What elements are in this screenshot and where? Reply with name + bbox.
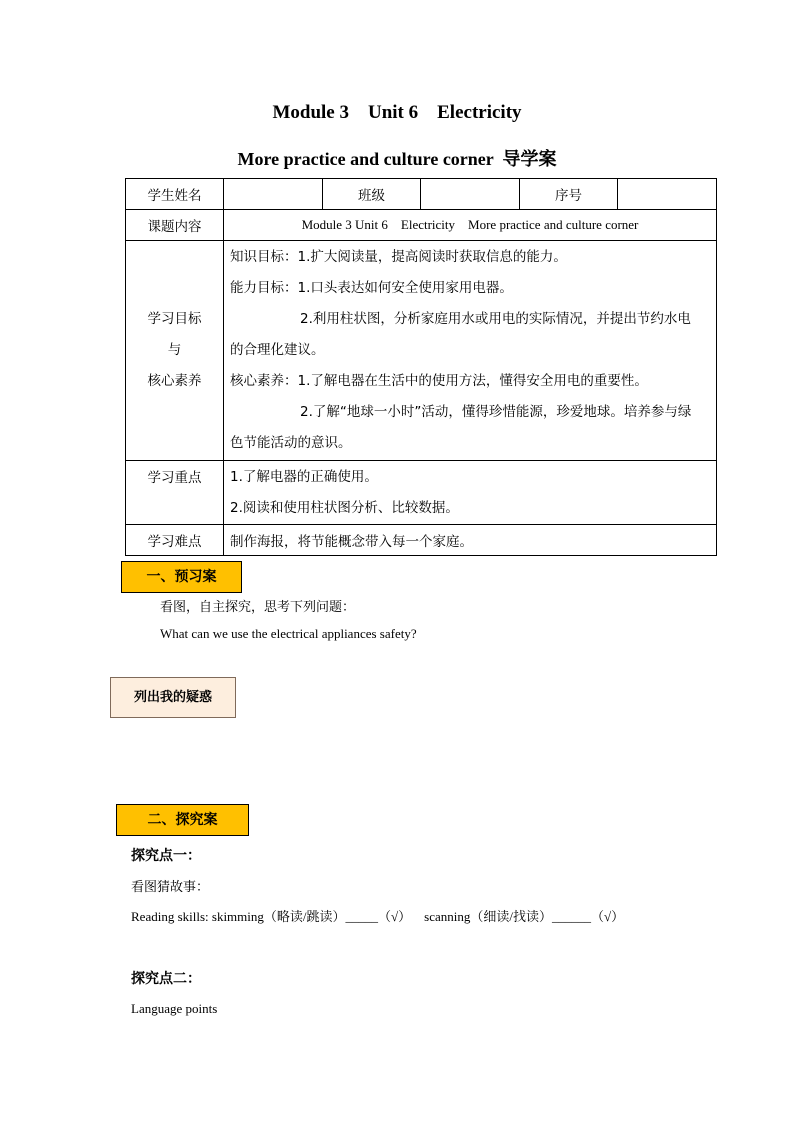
doc-title-line1: Module 3 Unit 6 Electricity — [272, 102, 522, 123]
difficulties-label: 学习难点 — [126, 525, 224, 556]
key-points-content — [224, 461, 717, 525]
table-row-goals — [126, 241, 717, 461]
difficulties-value: 制作海报，将节能概念带入每一个家庭。 — [224, 525, 717, 556]
lesson-info-table — [125, 178, 717, 556]
key-point-line: 1.了解电器的正确使用。 — [230, 469, 378, 485]
doubts-box: 列出我的疑惑 — [110, 677, 236, 718]
explore-point1-text: 看图猜故事： — [131, 880, 210, 895]
student-name-cell[interactable] — [224, 179, 323, 210]
key-point-line: 2.阅读和使用柱状图分析、比较数据。 — [230, 500, 459, 516]
goal-line: 能力目标：1.口头表达如何安全使用家用电器。 — [230, 280, 513, 296]
goal-line: 色节能活动的意识。 — [230, 435, 352, 451]
doc-title-en: More practice and culture corner — [237, 149, 494, 169]
explore-banner: 二、探究案 — [116, 804, 249, 836]
goals-content — [224, 241, 717, 461]
goal-line: 知识目标：1.扩大阅读量，提高阅读时获取信息的能力。 — [230, 249, 567, 265]
class-cell[interactable] — [421, 179, 520, 210]
table-row-topic — [126, 210, 717, 241]
doc-title-line2 — [0, 145, 794, 171]
reading-skills-line: Reading skills: skimming（略读/跳读）_____（√） scanning（细读/找读）______（√） — [131, 909, 625, 924]
goals-label-line1: 学习目标 — [147, 311, 202, 327]
class-label: 班级 — [323, 179, 421, 210]
table-row-difficulties — [126, 525, 717, 556]
goals-label-line2: 与 — [167, 342, 182, 358]
goal-line: 2.利用柱状图，分析家庭用水或用电的实际情况，并提出节约水电 — [300, 311, 691, 327]
goal-line: 2.了解“地球一小时”活动，懂得珍惜能源，珍爱地球。培养参与绿 — [300, 404, 692, 420]
seat-number-cell[interactable] — [618, 179, 717, 210]
student-name-label: 学生姓名 — [126, 179, 224, 210]
preview-banner: 一、预习案 — [121, 561, 242, 593]
goal-line: 的合理化建议。 — [230, 342, 325, 358]
explore-point1-title: 探究点一： — [131, 848, 201, 864]
language-points-label: Language points — [131, 1001, 218, 1016]
table-row-student — [126, 179, 717, 210]
goals-label — [126, 241, 224, 461]
doc-title-cn: 导学案 — [502, 149, 557, 170]
preview-question: What can we use the electrical appliances safety? — [160, 626, 417, 641]
preview-instruction: 看图，自主探究，思考下列问题： — [160, 600, 356, 615]
explore-point2-title: 探究点二： — [131, 971, 201, 987]
goals-label-line3: 核心素养 — [147, 373, 202, 389]
seat-number-label: 序号 — [520, 179, 618, 210]
topic-label: 课题内容 — [126, 210, 224, 241]
topic-value: Module 3 Unit 6 Electricity More practice and culture corner — [224, 210, 717, 241]
table-row-key-points — [126, 461, 717, 525]
key-points-label: 学习重点 — [126, 461, 224, 525]
goal-line: 核心素养：1.了解电器在生活中的使用方法，懂得安全用电的重要性。 — [230, 373, 648, 389]
